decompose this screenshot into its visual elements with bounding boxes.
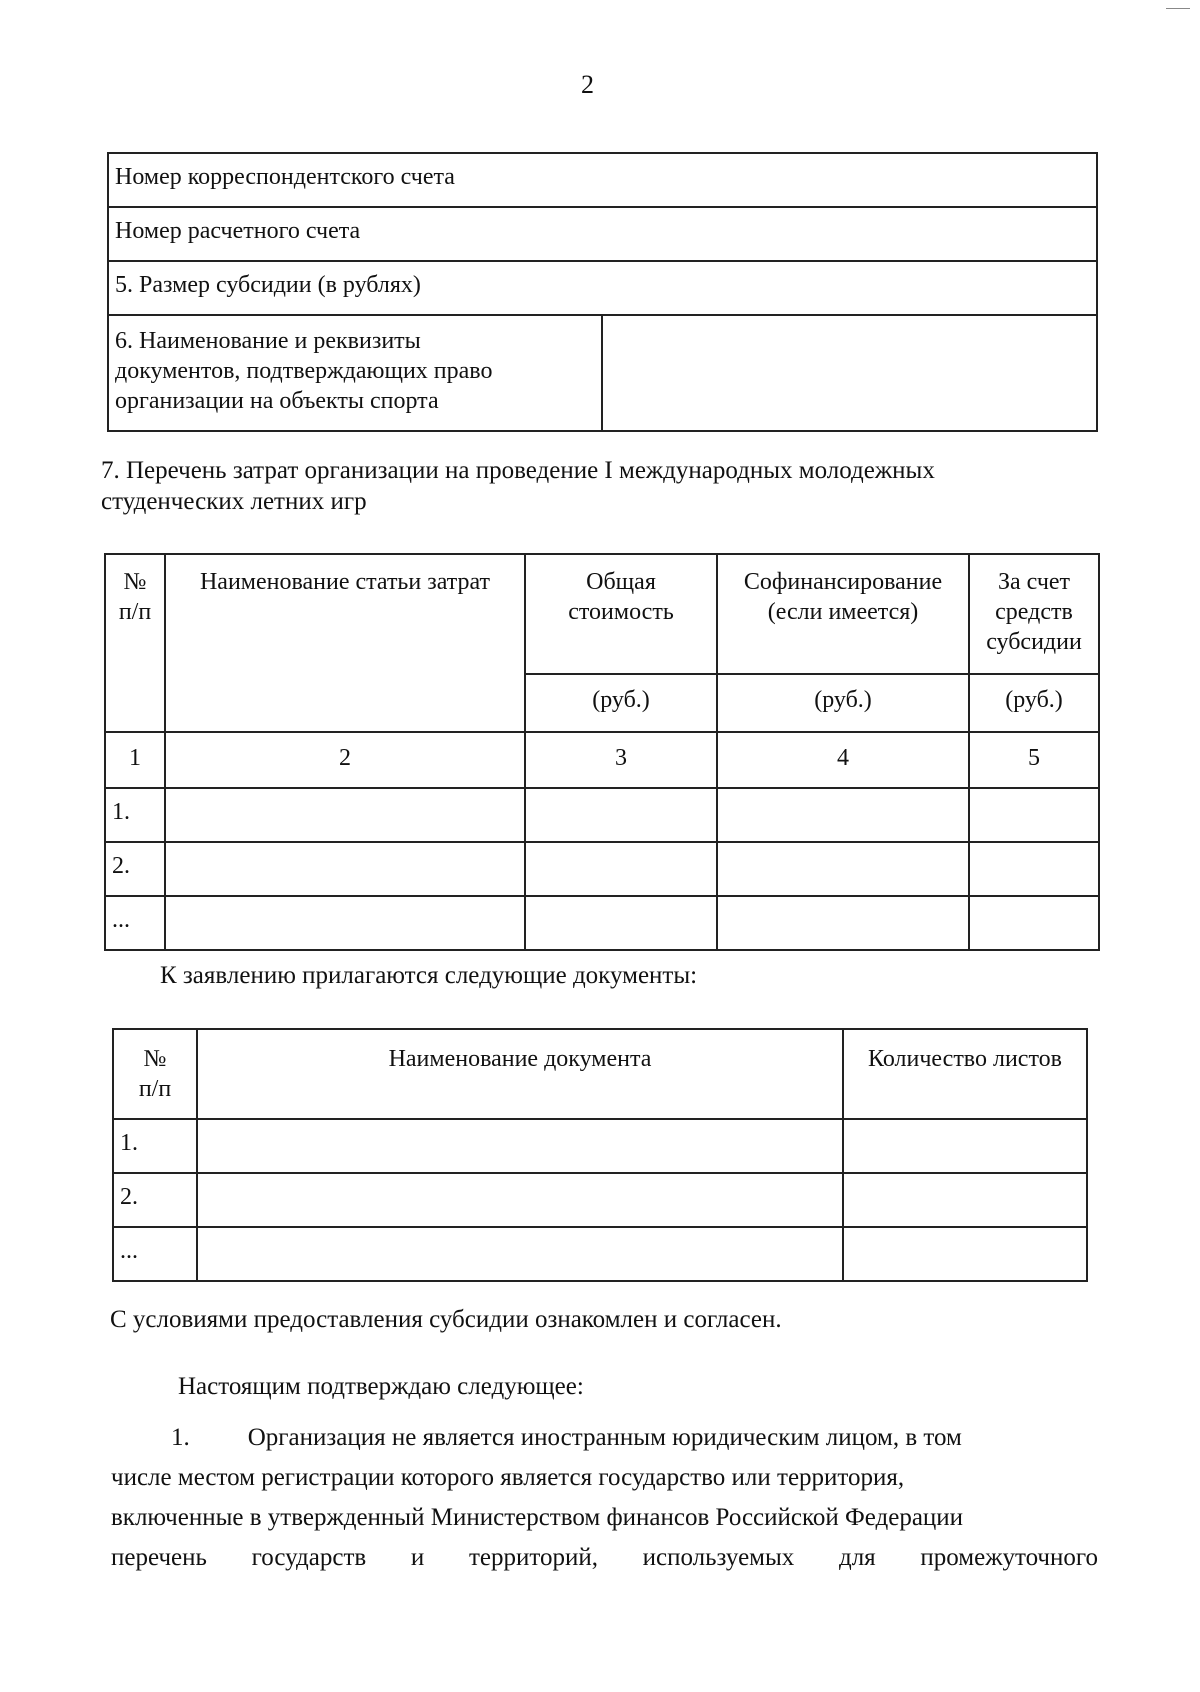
costs-subsidy-header: За счет средств субсидии [969, 554, 1099, 674]
row-number: ... [105, 896, 165, 950]
docs-num-header: № п/п [113, 1029, 197, 1119]
attached-documents-table [112, 1028, 1088, 1282]
cost-cell[interactable] [165, 842, 525, 896]
page-number: 2 [581, 70, 594, 99]
docs-name-header: Наименование документа [197, 1029, 843, 1119]
document-cell[interactable] [843, 1173, 1087, 1227]
cost-cell[interactable] [717, 788, 969, 842]
table-row [113, 1227, 1087, 1281]
documents-intro: К заявлению прилагаются следующие документы: [160, 962, 698, 989]
costs-total-header: Общая стоимость [525, 554, 717, 674]
sport-facility-documents-label: 6. Наименование и реквизиты документов, подтверждающих право организации на объекты спорта [108, 315, 602, 431]
row-number: 1. [113, 1119, 197, 1173]
row-number: 2. [105, 842, 165, 896]
cost-cell[interactable] [525, 842, 717, 896]
item-number: 1. [171, 1424, 190, 1451]
docs-sheets-header: Количество листов [843, 1029, 1087, 1119]
document-cell[interactable] [843, 1119, 1087, 1173]
column-number: 5 [969, 732, 1099, 788]
row-number: 1. [105, 788, 165, 842]
table-row [105, 788, 1099, 842]
column-number: 1 [105, 732, 165, 788]
cost-cell[interactable] [969, 842, 1099, 896]
table-row [105, 842, 1099, 896]
costs-item-header: Наименование статьи затрат [165, 554, 525, 732]
scan-mark [1166, 8, 1190, 9]
cost-cell[interactable] [165, 788, 525, 842]
agreement-statement: С условиями предоставления субсидии ознакомлен и согласен. [110, 1306, 782, 1333]
costs-unit: (руб.) [969, 674, 1099, 732]
cost-cell[interactable] [525, 788, 717, 842]
column-number: 2 [165, 732, 525, 788]
sport-facility-documents-value[interactable] [602, 315, 1097, 431]
document-cell[interactable] [197, 1173, 843, 1227]
paragraph-line: включенные в утвержденный Министерством финансов Российской Федерации [111, 1504, 964, 1531]
costs-unit: (руб.) [525, 674, 717, 732]
row-number: ... [113, 1227, 197, 1281]
cost-cell[interactable] [969, 896, 1099, 950]
costs-table [104, 553, 1100, 951]
column-number: 3 [525, 732, 717, 788]
subsidy-amount-row: 5. Размер субсидии (в рублях) [108, 261, 1097, 315]
section-7-heading: 7. Перечень затрат организации на проведение I международных молодежных студенческих летних игр [101, 457, 935, 515]
settlement-account-row: Номер расчетного счета [108, 207, 1097, 261]
costs-unit: (руб.) [717, 674, 969, 732]
costs-num-header: № п/п [105, 554, 165, 732]
account-details-table [107, 152, 1098, 432]
row-number: 2. [113, 1173, 197, 1227]
document-cell[interactable] [843, 1227, 1087, 1281]
costs-cofinancing-header: Софинансирование (если имеется) [717, 554, 969, 674]
cost-cell[interactable] [717, 896, 969, 950]
cost-cell[interactable] [525, 896, 717, 950]
paragraph-line: перечень государств и территорий, используемых для промежуточного [111, 1544, 1098, 1571]
paragraph-line: 1. Организация не является иностранным юридическим лицом, в том [171, 1424, 962, 1451]
confirmation-intro: Настоящим подтверждаю следующее: [178, 1373, 584, 1400]
cost-cell[interactable] [969, 788, 1099, 842]
table-row [105, 896, 1099, 950]
document-cell[interactable] [197, 1227, 843, 1281]
correspondent-account-row: Номер корреспондентского счета [108, 153, 1097, 207]
confirmation-paragraph [111, 1418, 1098, 1578]
column-number: 4 [717, 732, 969, 788]
paragraph-line: числе местом регистрации которого является государство или территория, [111, 1464, 905, 1491]
document-cell[interactable] [197, 1119, 843, 1173]
cost-cell[interactable] [717, 842, 969, 896]
cost-cell[interactable] [165, 896, 525, 950]
table-row [113, 1173, 1087, 1227]
table-row [113, 1119, 1087, 1173]
